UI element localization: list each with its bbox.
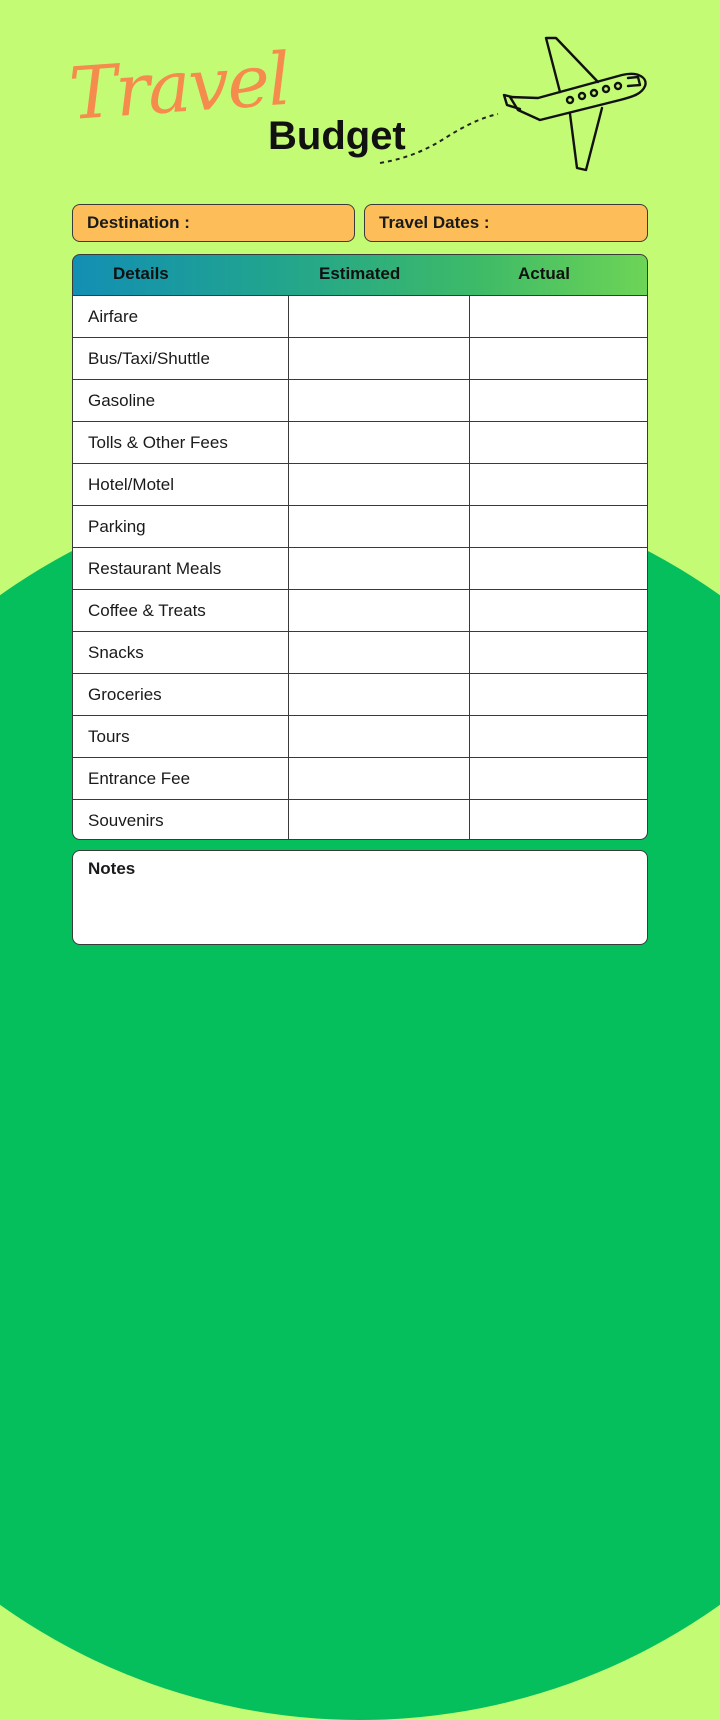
row-label: Snacks [73, 632, 289, 673]
title-bold: Budget [268, 114, 406, 158]
row-label: Hotel/Motel [73, 464, 289, 505]
notes-label: Notes [88, 859, 136, 878]
column-header-actual: Actual [518, 264, 570, 283]
table-row [73, 338, 647, 380]
estimated-cell[interactable] [289, 296, 470, 337]
table-header [72, 254, 648, 298]
row-label: Parking [73, 506, 289, 547]
column-header-estimated: Estimated [319, 264, 401, 283]
table-row [73, 296, 647, 338]
actual-cell[interactable] [470, 464, 648, 505]
airplane-icon [370, 30, 660, 180]
actual-cell[interactable] [470, 338, 648, 379]
estimated-cell[interactable] [289, 758, 470, 799]
row-label: Gasoline [73, 380, 289, 421]
column-header-details: Details [113, 264, 169, 283]
row-label: Tolls & Other Fees [73, 422, 289, 463]
actual-cell[interactable] [470, 590, 648, 631]
table-row [73, 674, 647, 716]
table-row [73, 380, 647, 422]
table-row [73, 464, 647, 506]
actual-cell[interactable] [470, 506, 648, 547]
table-row [73, 758, 647, 800]
actual-cell[interactable] [470, 716, 648, 757]
actual-cell[interactable] [470, 758, 648, 799]
actual-cell[interactable] [470, 548, 648, 589]
estimated-cell[interactable] [289, 632, 470, 673]
travel-dates-label: Travel Dates : [379, 213, 490, 232]
table-row [73, 716, 647, 758]
row-label: Entrance Fee [73, 758, 289, 799]
estimated-cell[interactable] [289, 506, 470, 547]
row-label: Bus/Taxi/Shuttle [73, 338, 289, 379]
actual-cell[interactable] [470, 296, 648, 337]
estimated-cell[interactable] [289, 800, 470, 840]
table-row [73, 632, 647, 674]
table-row [73, 800, 647, 840]
actual-cell[interactable] [470, 632, 648, 673]
estimated-cell[interactable] [289, 464, 470, 505]
destination-field[interactable] [72, 204, 355, 242]
actual-cell[interactable] [470, 674, 648, 715]
travel-dates-field[interactable] [364, 204, 648, 242]
row-label: Airfare [73, 296, 289, 337]
table-row [73, 590, 647, 632]
actual-cell[interactable] [470, 380, 648, 421]
budget-table [72, 295, 648, 840]
row-label: Coffee & Treats [73, 590, 289, 631]
row-label: Restaurant Meals [73, 548, 289, 589]
destination-label: Destination : [87, 213, 190, 232]
row-label: Tours [73, 716, 289, 757]
table-row [73, 506, 647, 548]
estimated-cell[interactable] [289, 422, 470, 463]
row-label: Souvenirs [73, 800, 289, 840]
estimated-cell[interactable] [289, 338, 470, 379]
estimated-cell[interactable] [289, 674, 470, 715]
title-script: Travel [66, 36, 292, 136]
estimated-cell[interactable] [289, 716, 470, 757]
actual-cell[interactable] [470, 800, 648, 840]
table-row [73, 422, 647, 464]
estimated-cell[interactable] [289, 380, 470, 421]
table-row [73, 548, 647, 590]
notes-box[interactable] [72, 850, 648, 945]
actual-cell[interactable] [470, 422, 648, 463]
row-label: Groceries [73, 674, 289, 715]
estimated-cell[interactable] [289, 548, 470, 589]
estimated-cell[interactable] [289, 590, 470, 631]
